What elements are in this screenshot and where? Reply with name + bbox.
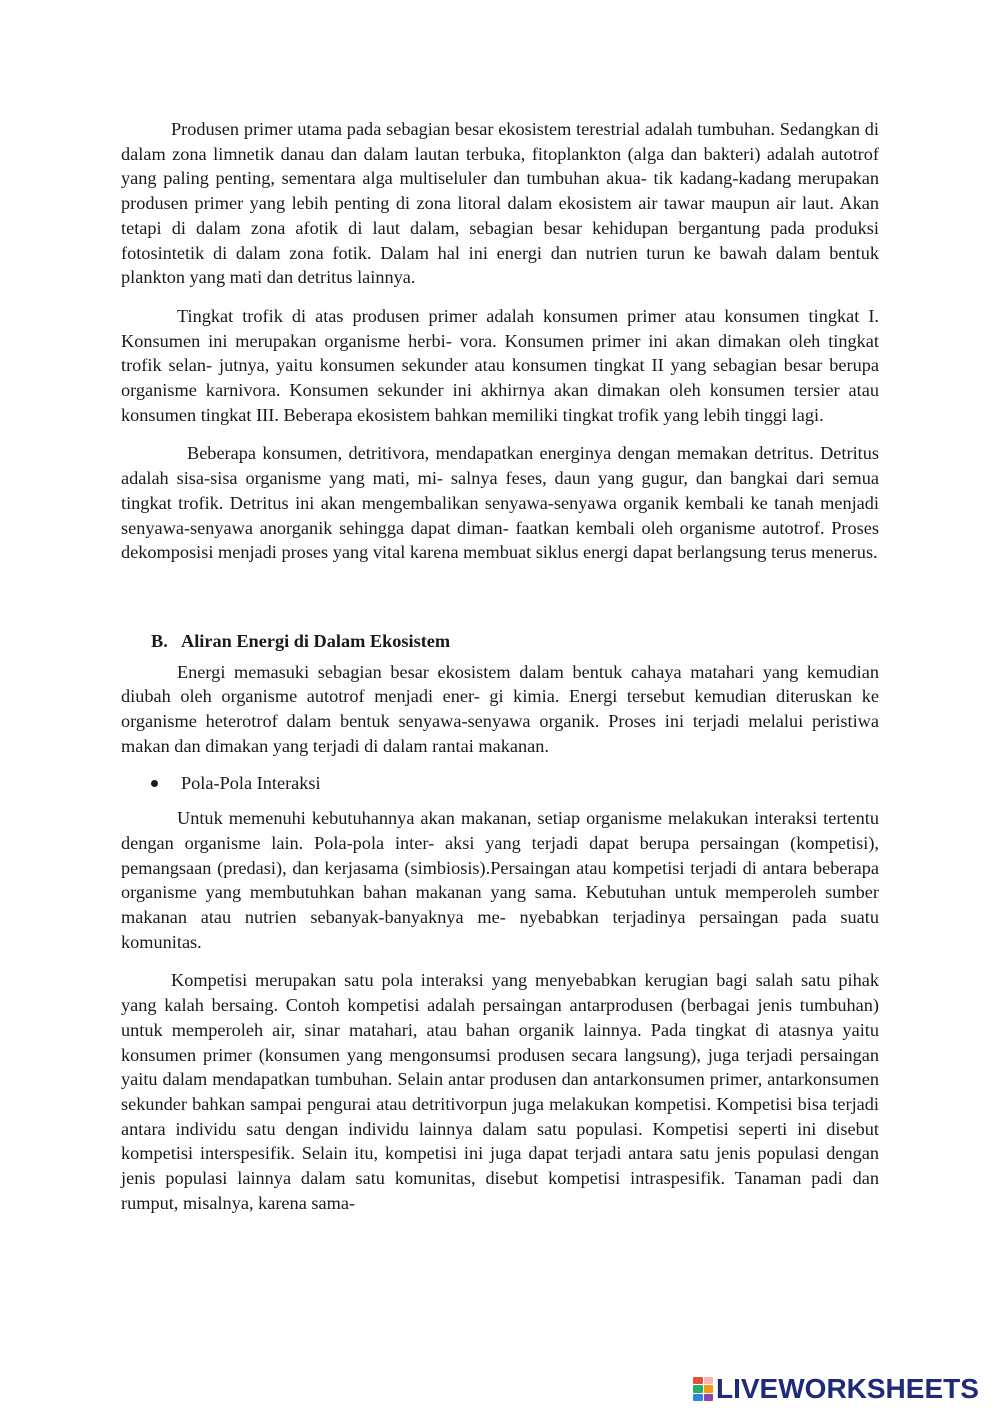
bullet-label: Pola-Pola Interaksi [181,773,321,794]
section-heading [121,629,879,654]
logo-block [693,1385,703,1392]
paragraph-detritivores: Beberapa konsumen, detritivora, mendapatkan energinya dengan memakan detritus. Detritus adalah sisa-sisa organisme yang mati, mi- salnya feses, daun yang gugur, dan bangkai dari semua tingkat trofik. Detritus ini akan mengembalikan senyawa-senyawa organik kembali ke tanah menjadi senyawa-senyawa anorganik sehingga dapat diman- faatkan kembali oleh organisme autotrof. Proses dekomposisi menjadi proses yang vital karena membuat siklus energi dapat berlangsung terus menerus. [121,443,879,563]
bullet-item [121,771,879,796]
logo-block [693,1377,703,1384]
paragraph-energy-flow: Energi memasuki sebagian besar ekosistem dalam bentuk cahaya matahari yang kemudian diubah oleh organisme autotrof menjadi ener- gi kimia. Energi tersebut kemudian diteruskan ke organisme heterotrof dalam bentuk senyawa-senyawa organik. Proses ini terjadi melalui peristiwa makan dan dimakan yang terjadi di dalam rantai makanan. [121,661,879,756]
logo-block [693,1394,703,1401]
logo-block [704,1377,714,1384]
section-letter: B. [151,630,168,651]
paragraph-trophic-levels: Tingkat trofik di atas produsen primer adalah konsumen primer atau konsumen tingkat I. Konsumen ini merupakan organisme herbi- vora. Konsumen primer ini akan dimakan oleh tingkat trofik selan- jutnya, yaitu konsumen sekunder atau konsumen tingkat II yang sebagian besar berupa organisme karnivora. Konsumen sekunder ini akhirnya akan dimakan oleh konsumen tersier atau konsumen tingkat III. Beberapa ekosistem bahkan memiliki tingkat trofik yang lebih tinggi lagi. [121,305,879,425]
logo-text: LIVEWORKSHEETS [716,1373,979,1404]
logo-block [704,1394,714,1401]
paragraph-producers: Produsen primer utama pada sebagian besar ekosistem terestrial adalah tumbuhan. Sedangkan di dalam zona limnetik danau dan dalam lautan terbuka, fitoplankton (alga dan bakteri) adalah autotrof yang paling penting, sementara alga multiseluler dan tumbuhan akua- tik kadang-kadang merupakan produsen primer yang lebih penting di zona litoral dalam ekosistem air tawar maupun air laut. Akan tetapi di dalam zona afotik di laut dalam, sebagian besar kehidupan bergantung pada produksi fotosintetik di dalam zona fotik. Dalam hal ini energi dan nutrien turun ke bawah dalam bentuk plankton yang mati dan detritus lainnya. [121,119,879,288]
paragraph-interaction-patterns: Untuk memenuhi kebutuhannya akan makanan, setiap organisme melakukan interaksi tertentu dengan organisme lain. Pola-pola inter- aksi yang terjadi dapat berupa persaingan (kompetisi), pemangsaan (predasi), dan kerjasama (simbiosis).Persaingan atau kompetisi terjadi di antara beberapa organisme yang membutuhkan bahan makanan yang sama. Kebutuhan untuk memperoleh sumber makanan atau nutrien sebanyak-banyaknya me- nyebabkan terjadinya persaingan pada suatu komunitas. [121,808,879,952]
liveworksheets-logo [693,1375,979,1403]
logo-block [704,1385,714,1392]
liveworksheets-logo-icon [693,1377,713,1401]
section-title: Aliran Energi di Dalam Ekosistem [181,630,451,651]
document-page [121,117,879,1215]
paragraph-competition: Kompetisi merupakan satu pola interaksi yang menyebabkan kerugian bagi salah satu pihak yang kalah bersaing. Contoh kompetisi adalah persaingan antarprodusen (berbagai jenis tumbuhan) untuk memperoleh air, sinar matahari, atau bahan organik lainnya. Pada tingkat di atasnya yaitu konsumen primer (konsumen yang mengonsumsi produsen secara langsung), juga terjadi persaingan yaitu dalam mendapatkan tumbuhan. Selain antar produsen dan antarkonsumen primer, antarkonsumen sekunder bahkan sampai pengurai atau detritivorpun juga melakukan kompetisi. Kompetisi bisa terjadi antara individu satu dengan individu lainnya dalam satu populasi. Kompetisi seperti ini disebut kompetisi interspesifik. Selain itu, kompetisi ini juga dapat terjadi antara satu jenis populasi dengan jenis populasi lainnya dalam satu komunitas, disebut kompetisi intraspesifik. Tanaman padi dan rumput, misalnya, karena sama- [121,970,879,1213]
bullet-dot-icon [151,780,158,787]
